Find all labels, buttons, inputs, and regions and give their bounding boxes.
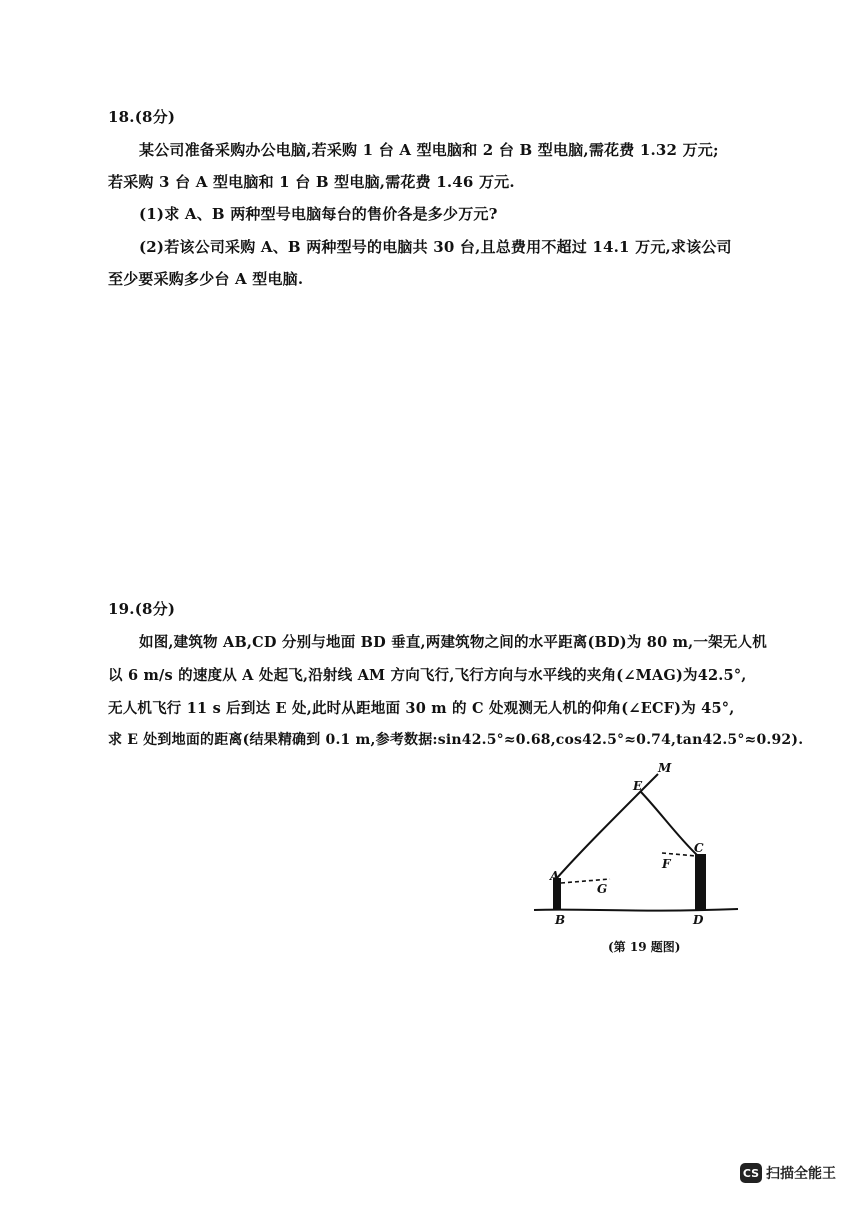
q18-part-1: (1)求 A、B 两种型号电脑每台的售价各是多少万元?: [139, 205, 498, 223]
label-a: A: [550, 869, 560, 883]
camscanner-logo: CS: [740, 1163, 762, 1183]
q19-line-4: 求 E 处到地面的距离(结果精确到 0.1 m,参考数据:sin42.5°≈0.68,cos42.5°≈0.74,tan42.5°≈0.92).: [108, 732, 804, 748]
label-f: F: [662, 857, 671, 871]
label-g: G: [597, 882, 608, 896]
q19-header: 19.(8分): [108, 600, 176, 618]
q19-line-2: 以 6 m/s 的速度从 A 处起飞,沿射线 AM 方向飞行,飞行方向与水平线的夹角(∠MAG)为42.5°,: [108, 667, 747, 684]
q19-line-3: 无人机飞行 11 s 后到达 E 处,此时从距地面 30 m 的 C 处观测无人机的仰角(∠ECF)为 45°,: [108, 700, 735, 717]
watermark-text: 扫描全能王: [766, 1166, 836, 1182]
q18-line-2: 若采购 3 台 A 型电脑和 1 台 B 型电脑,需花费 1.46 万元.: [108, 173, 515, 191]
q18-header: 18.(8分): [108, 108, 176, 126]
label-d: D: [693, 913, 704, 927]
q18-line-5: 至少要采购多少台 A 型电脑.: [108, 270, 304, 288]
ray-am: [557, 774, 658, 878]
label-c: C: [694, 841, 704, 855]
q19-figure: [520, 752, 750, 967]
building-cd: [695, 854, 706, 910]
line-ec: [641, 792, 697, 855]
q18-line-1: 某公司准备采购办公电脑,若采购 1 台 A 型电脑和 2 台 B 型电脑,需花费 1.32 万元;: [139, 141, 719, 159]
scanner-watermark: [740, 1163, 836, 1183]
q19-line-1: 如图,建筑物 AB,CD 分别与地面 BD 垂直,两建筑物之间的水平距离(BD)为 80 m,一架无人机: [139, 634, 767, 651]
label-m: M: [658, 761, 672, 775]
label-e: E: [633, 779, 643, 793]
dashed-cf: [662, 853, 696, 856]
figure-caption: (第 19 题图): [608, 940, 681, 954]
ground-line: [534, 909, 738, 911]
label-b: B: [555, 913, 566, 927]
q18-part-2: (2)若该公司采购 A、B 两种型号的电脑共 30 台,且总费用不超过 14.1 万元,求该公司: [139, 238, 732, 256]
